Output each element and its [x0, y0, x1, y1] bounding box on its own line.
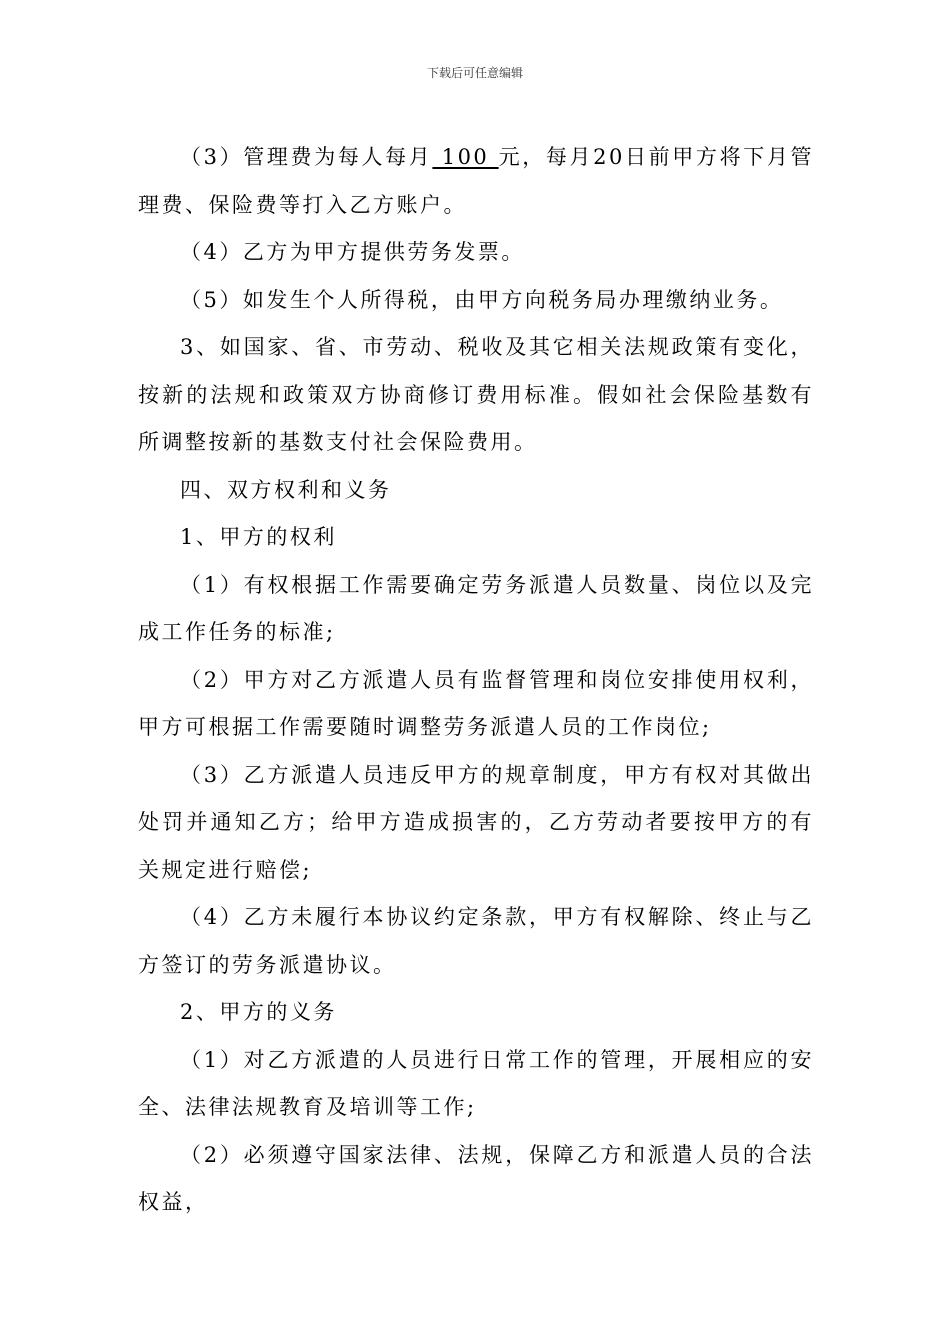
management-fee-amount: 100	[432, 145, 499, 169]
paragraph-right-3: （3）乙方派遣人员违反甲方的规章制度，甲方有权对其做出处罚并通知乙方；给甲方造成损害的，乙方劳动者要按甲方的有关规定进行赔偿;	[138, 762, 814, 882]
document-body	[138, 134, 814, 1227]
section-heading-rights-obligations: 四、双方权利和义务	[180, 477, 392, 502]
paragraph-right-2: （2）甲方对乙方派遣人员有监督管理和岗位安排使用权利，甲方可根据工作需要随时调整劳务派遣人员的工作岗位;	[138, 667, 814, 739]
management-fee-text-before: （3）管理费为每人每月	[180, 145, 433, 169]
paragraph-obligation-1: （1）对乙方派遣的人员进行日常工作的管理，开展相应的安全、法律法规教育及培训等工作;	[138, 1047, 814, 1119]
paragraph-right-4: （4）乙方未履行本协议约定条款，甲方有权解除、终止与乙方签订的劳务派遣协议。	[138, 905, 814, 977]
page-header: 下载后可任意编辑	[426, 66, 523, 80]
paragraph-right-1: （1）有权根据工作需要确定劳务派遣人员数量、岗位以及完成工作任务的标准;	[138, 572, 814, 644]
paragraph-policy-change: 3、如国家、省、市劳动、税收及其它相关法规政策有变化，按新的法规和政策双方协商修订费用标准。假如社会保险基数有所调整按新的基数支付社会保险费用。	[138, 335, 814, 454]
subheading-party-a-obligations: 2、甲方的义务	[180, 1000, 337, 1024]
subheading-party-a-rights: 1、甲方的权利	[180, 525, 337, 549]
paragraph-invoice: （4）乙方为甲方提供劳务发票。	[180, 240, 525, 264]
paragraph-obligation-2: （2）必须遵守国家法律、法规，保障乙方和派遣人员的合法权益，	[138, 1142, 814, 1214]
management-fee-text-after: 元，每月20日前甲方将下月管理费、保险费等打入乙方账户。	[138, 145, 814, 217]
paragraph-income-tax: （5）如发生个人所得税，由甲方向税务局办理缴纳业务。	[180, 287, 784, 312]
paragraph-management-fee	[138, 134, 814, 229]
